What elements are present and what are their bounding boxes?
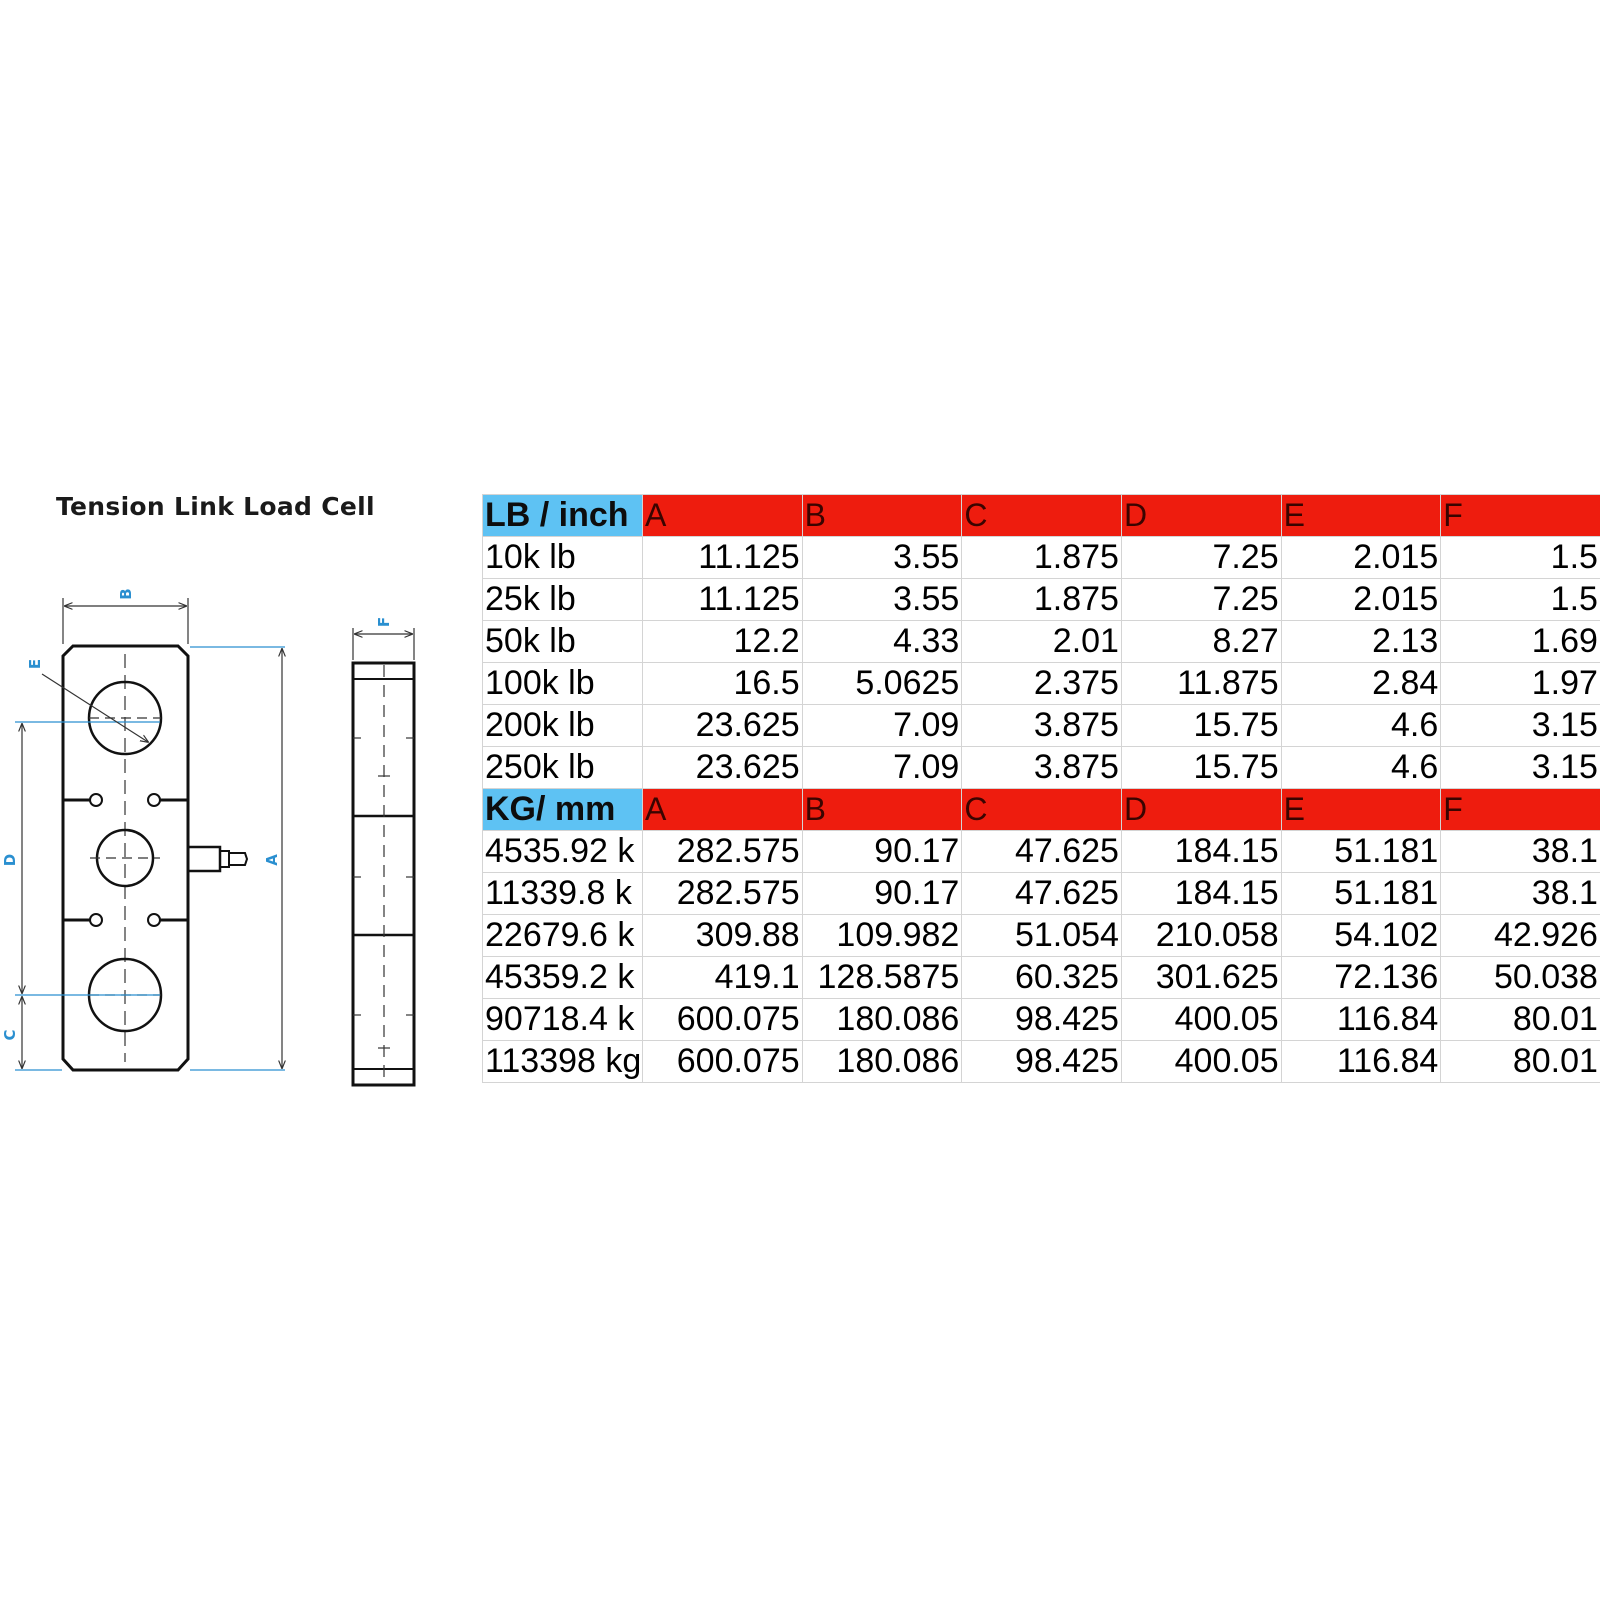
dimension-value: 309.88 xyxy=(643,915,803,957)
table-row xyxy=(483,579,1600,621)
dimension-value: 3.55 xyxy=(802,579,962,621)
dimension-value: 4.33 xyxy=(802,621,962,663)
dimension-value: 12.2 xyxy=(643,621,803,663)
dimension-value: 98.425 xyxy=(962,999,1122,1041)
imperial-unit-label: LB / inch xyxy=(483,495,643,537)
dimension-d xyxy=(1,722,160,995)
dimension-value: 128.5875 xyxy=(802,957,962,999)
dimension-value: 282.575 xyxy=(643,873,803,915)
dimension-value: 116.84 xyxy=(1281,1041,1441,1083)
dimension-value: 400.05 xyxy=(1121,999,1281,1041)
dimension-value: 2.13 xyxy=(1281,621,1441,663)
dimension-e xyxy=(26,659,148,742)
imperial-header-row xyxy=(483,495,1600,537)
dimension-value: 7.25 xyxy=(1121,579,1281,621)
dimension-value: 11.125 xyxy=(643,579,803,621)
table-row xyxy=(483,957,1600,999)
dimension-value: 600.075 xyxy=(643,999,803,1041)
dimension-value: 3.55 xyxy=(802,537,962,579)
metric-column-header: C xyxy=(962,789,1122,831)
dimension-value: 2.375 xyxy=(962,663,1122,705)
dimension-value: 109.982 xyxy=(802,915,962,957)
dimension-value: 51.181 xyxy=(1281,831,1441,873)
dimension-value: 1.875 xyxy=(962,579,1122,621)
dimension-value: 1.5 xyxy=(1441,579,1600,621)
dimension-value: 15.75 xyxy=(1121,705,1281,747)
dimension-c xyxy=(1,997,62,1070)
dimensions-table xyxy=(482,494,1600,1083)
dimension-value: 282.575 xyxy=(643,831,803,873)
front-view xyxy=(63,646,247,1070)
capacity-label: 113398 kg xyxy=(483,1041,643,1083)
dimension-value: 16.5 xyxy=(643,663,803,705)
dimension-value: 1.875 xyxy=(962,537,1122,579)
label-c: C xyxy=(1,1029,19,1041)
table-row xyxy=(483,1041,1600,1083)
label-b: B xyxy=(117,588,135,600)
dimension-value: 47.625 xyxy=(962,873,1122,915)
dimension-value: 2.015 xyxy=(1281,579,1441,621)
dimension-value: 11.875 xyxy=(1121,663,1281,705)
dimension-value: 210.058 xyxy=(1121,915,1281,957)
table-row xyxy=(483,705,1600,747)
capacity-label: 100k lb xyxy=(483,663,643,705)
table-row xyxy=(483,747,1600,789)
imperial-column-header: A xyxy=(643,495,803,537)
dimension-value: 1.97 xyxy=(1441,663,1600,705)
dimension-value: 400.05 xyxy=(1121,1041,1281,1083)
capacity-label: 22679.6 k xyxy=(483,915,643,957)
dimension-value: 47.625 xyxy=(962,831,1122,873)
imperial-column-header: C xyxy=(962,495,1122,537)
label-a: A xyxy=(263,854,281,866)
label-f: F xyxy=(375,616,393,628)
dimension-value: 3.875 xyxy=(962,705,1122,747)
dimension-value: 7.09 xyxy=(802,705,962,747)
dimension-value: 4.6 xyxy=(1281,705,1441,747)
dimension-value: 80.01 xyxy=(1441,999,1600,1041)
dimension-value: 1.5 xyxy=(1441,537,1600,579)
side-view xyxy=(353,663,414,1085)
dimension-value: 54.102 xyxy=(1281,915,1441,957)
capacity-label: 50k lb xyxy=(483,621,643,663)
capacity-label: 4535.92 k xyxy=(483,831,643,873)
dimension-value: 180.086 xyxy=(802,999,962,1041)
dimension-value: 184.15 xyxy=(1121,873,1281,915)
metric-column-header: D xyxy=(1121,789,1281,831)
dimension-value: 2.015 xyxy=(1281,537,1441,579)
dimension-value: 4.6 xyxy=(1281,747,1441,789)
dimension-value: 15.75 xyxy=(1121,747,1281,789)
dimension-value: 3.15 xyxy=(1441,747,1600,789)
dimension-value: 2.01 xyxy=(962,621,1122,663)
dimension-value: 23.625 xyxy=(643,705,803,747)
table-row xyxy=(483,999,1600,1041)
dimension-value: 5.0625 xyxy=(802,663,962,705)
dimension-value: 3.875 xyxy=(962,747,1122,789)
dimension-a xyxy=(190,647,285,1070)
dimension-value: 42.926 xyxy=(1441,915,1600,957)
dimension-value: 90.17 xyxy=(802,831,962,873)
dimension-value: 51.054 xyxy=(962,915,1122,957)
metric-unit-label: KG/ mm xyxy=(483,789,643,831)
metric-column-header: B xyxy=(802,789,962,831)
label-e: E xyxy=(26,658,44,670)
dimension-value: 3.15 xyxy=(1441,705,1600,747)
dimension-value: 2.84 xyxy=(1281,663,1441,705)
imperial-column-header: B xyxy=(802,495,962,537)
imperial-column-header: E xyxy=(1281,495,1441,537)
table-row xyxy=(483,873,1600,915)
dimension-b xyxy=(63,588,188,644)
dimension-value: 180.086 xyxy=(802,1041,962,1083)
dimension-value: 301.625 xyxy=(1121,957,1281,999)
dimension-value: 72.136 xyxy=(1281,957,1441,999)
dimension-value: 600.075 xyxy=(643,1041,803,1083)
table-row xyxy=(483,537,1600,579)
dimension-value: 98.425 xyxy=(962,1041,1122,1083)
dimension-value: 7.25 xyxy=(1121,537,1281,579)
metric-header-row xyxy=(483,789,1600,831)
cable-connector xyxy=(188,847,220,871)
dimension-value: 8.27 xyxy=(1121,621,1281,663)
diagram-title: Tension Link Load Cell xyxy=(56,492,375,521)
capacity-label: 200k lb xyxy=(483,705,643,747)
imperial-column-header: D xyxy=(1121,495,1281,537)
dimension-value: 50.038 xyxy=(1441,957,1600,999)
table-row xyxy=(483,663,1600,705)
dimension-value: 23.625 xyxy=(643,747,803,789)
table-row xyxy=(483,621,1600,663)
dimension-value: 11.125 xyxy=(643,537,803,579)
dimension-value: 116.84 xyxy=(1281,999,1441,1041)
capacity-label: 11339.8 k xyxy=(483,873,643,915)
dimension-value: 419.1 xyxy=(643,957,803,999)
dimension-value: 184.15 xyxy=(1121,831,1281,873)
dimension-f xyxy=(353,617,414,660)
dimension-value: 38.1 xyxy=(1441,873,1600,915)
metric-column-header: F xyxy=(1441,789,1600,831)
load-cell-drawing xyxy=(0,560,460,1100)
capacity-label: 45359.2 k xyxy=(483,957,643,999)
dimension-value: 7.09 xyxy=(802,747,962,789)
table-row xyxy=(483,915,1600,957)
capacity-label: 90718.4 k xyxy=(483,999,643,1041)
dimension-value: 1.69 xyxy=(1441,621,1600,663)
capacity-label: 10k lb xyxy=(483,537,643,579)
dimension-value: 51.181 xyxy=(1281,873,1441,915)
dimension-value: 60.325 xyxy=(962,957,1122,999)
dimension-value: 90.17 xyxy=(802,873,962,915)
label-d: D xyxy=(1,853,19,867)
dimension-tables xyxy=(482,494,1600,1083)
capacity-label: 250k lb xyxy=(483,747,643,789)
dimension-value: 80.01 xyxy=(1441,1041,1600,1083)
metric-column-header: E xyxy=(1281,789,1441,831)
metric-column-header: A xyxy=(643,789,803,831)
capacity-label: 25k lb xyxy=(483,579,643,621)
imperial-column-header: F xyxy=(1441,495,1600,537)
dimension-value: 38.1 xyxy=(1441,831,1600,873)
table-row xyxy=(483,831,1600,873)
